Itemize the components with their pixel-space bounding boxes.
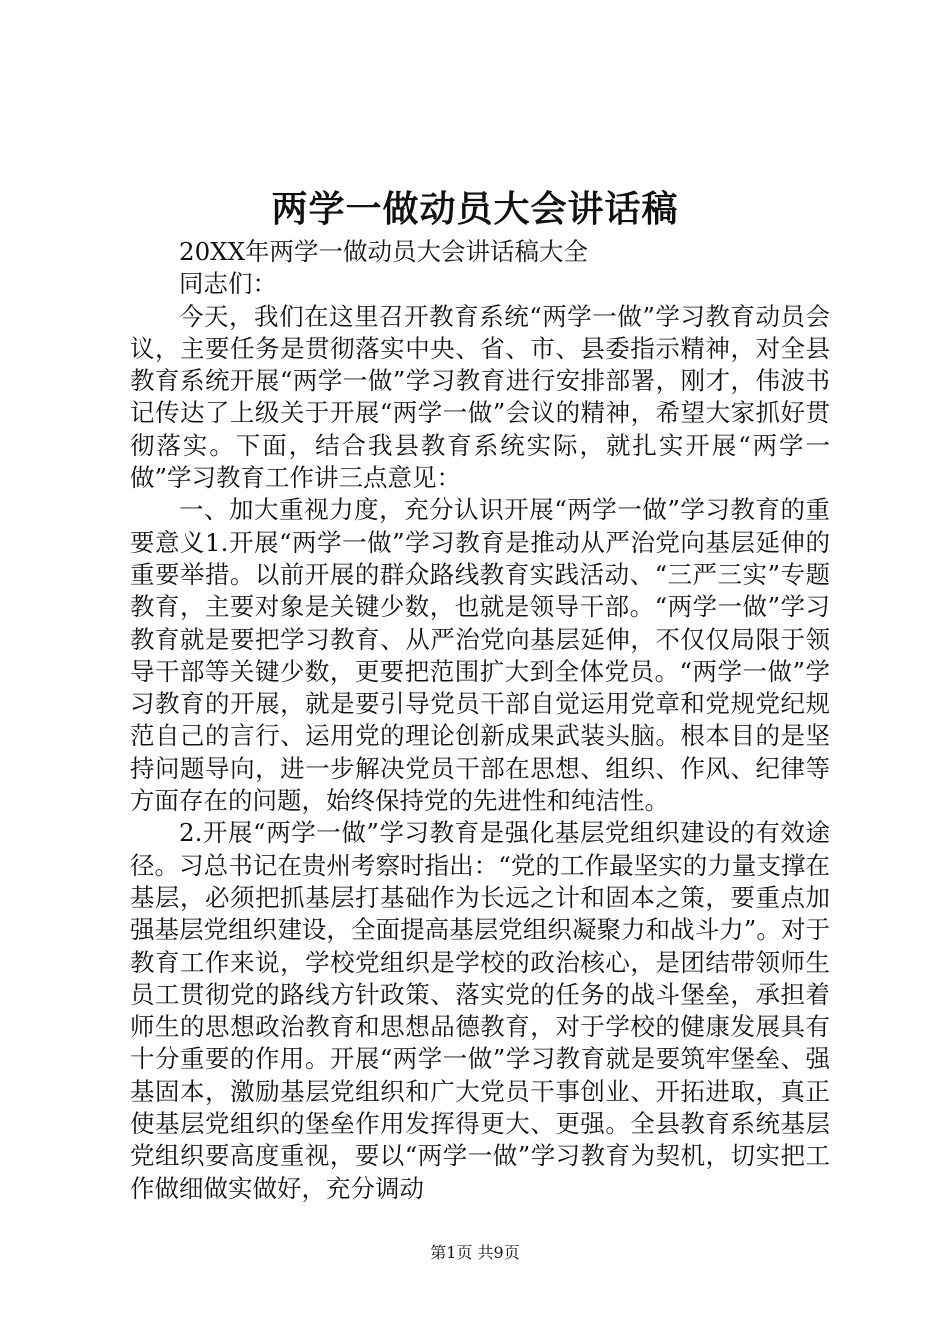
- page-number: 第1页 共9页: [430, 1243, 520, 1262]
- paragraph-subtitle: 20XX年两学一做动员大会讲话稿大全: [179, 237, 589, 266]
- paragraph-point-two: 2.开展“两学一做”学习教育是强化基层党组织建设的有效途径。习总书记在贵州考察时指出：“党的工作最坚实的力量支撑在基层，必须把抓基层打基础作为长远之计和固本之策，要重点加强基层党组织建设，全面提高基层党组织凝聚力和战斗力”。对于教育工作来说，学校党组织是学校的政治核心，是团结带领师生员工贯彻党的路线方针政策、落实党的任务的战斗堡垒，承担着师生的思想政治教育和思想品德教育，对于学校的健康发展具有十分重要的作用。开展“两学一做”学习教育就是要筑牢堡垒、强基固本，激励基层党组织和广大党员干事创业、开拓进取，真正使基层党组织的堡垒作用发挥得更大、更强。全县教育系统基层党组织要高度重视，要以“两学一做”学习教育为契机，切实把工作做细做实做好，充分调动: [130, 818, 830, 1203]
- paragraph-intro: 今天，我们在这里召开教育系统“两学一做”学习教育动员会议，主要任务是贯彻落实中央、省、市、县委指示精神，对全县教育系统开展“两学一做”学习教育进行安排部署，刚才，伟波书记传达了上级关于开展“两学一做”会议的精神，希望大家抓好贯彻落实。下面，结合我县教育系统实际，就扎实开展“两学一做”学习教育工作讲三点意见：: [130, 301, 830, 493]
- paragraph-salutation: 同志们：: [179, 269, 277, 299]
- document-body: [130, 236, 830, 1205]
- paragraph-point-one: 一、加大重视力度，充分认识开展“两学一做”学习教育的重要意义1.开展“两学一做”学习教育是推动从严治党向基层延伸的重要举措。以前开展的群众路线教育实践活动、“三严三实”专题教育，主要对象是关键少数，也就是领导干部。“两学一做”学习教育就是要把学习教育、从严治党向基层延伸，不仅仅局限于领导干部等关键少数，更要把范围扩大到全体党员。“两学一做”学习教育的开展，就是要引导党员干部自觉运用党章和党规党纪规范自己的言行、运用党的理论创新成果武装头脑。根本目的是坚持问题导向，进一步解决党员干部在思想、组织、作风、纪律等方面存在的问题，始终保持党的先进性和纯洁性。: [130, 495, 830, 816]
- document-title: 两学一做动员大会讲话稿: [271, 188, 679, 230]
